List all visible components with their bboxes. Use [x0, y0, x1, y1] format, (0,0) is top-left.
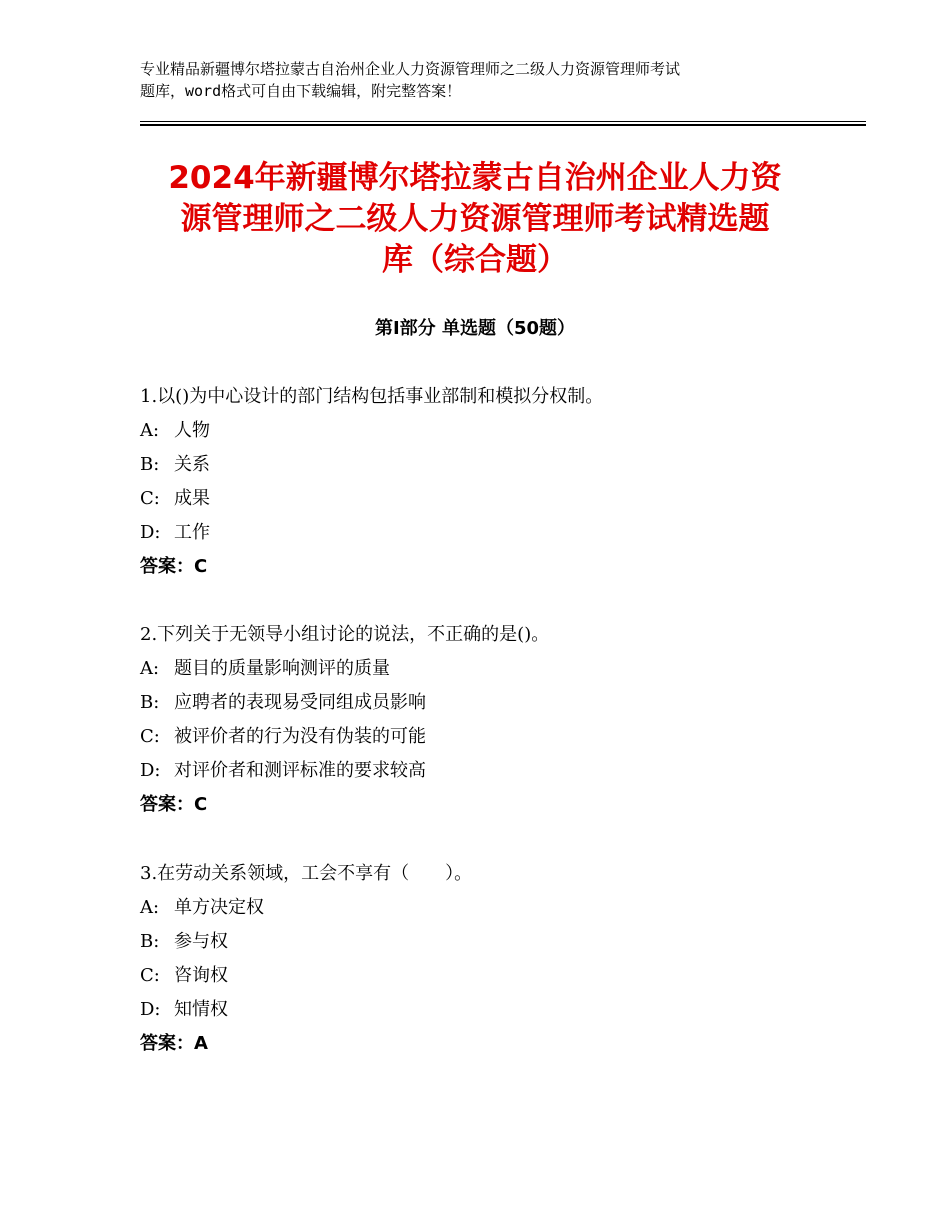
- option-letter: D:: [140, 999, 161, 1020]
- option-text: 知情权: [174, 999, 228, 1020]
- option-text: 对评价者和测评标准的要求较高: [174, 760, 426, 781]
- document-title-line-1: 2024年新疆博尔塔拉蒙古自治州企业人力资: [168, 160, 782, 196]
- answer: 答案：C: [140, 794, 208, 815]
- header-divider-thick-line: [140, 124, 866, 126]
- section-title: 第Ⅰ部分 单选题（50题）: [374, 318, 575, 339]
- option-d: [140, 516, 840, 550]
- option-a: [140, 414, 840, 448]
- question-1: [140, 380, 840, 584]
- answer: 答案：A: [140, 1033, 208, 1054]
- option-letter: B:: [140, 931, 160, 952]
- option-letter: D:: [140, 522, 161, 543]
- option-letter: D:: [140, 760, 161, 781]
- document-title-line-2: 源管理师之二级人力资源管理师考试精选题: [180, 201, 770, 237]
- option-letter: B:: [140, 692, 160, 713]
- option-a: [140, 652, 840, 686]
- option-b: [140, 686, 840, 720]
- header-note-line-1: 专业精品新疆博尔塔拉蒙古自治州企业人力资源管理师之二级人力资源管理师考试: [140, 60, 681, 78]
- option-text: 工作: [174, 522, 210, 543]
- option-c: [140, 482, 840, 516]
- option-text: 应聘者的表现易受同组成员影响: [174, 692, 426, 713]
- header-note-line-2: 题库，word格式可自由下载编辑，附完整答案！: [140, 82, 462, 100]
- option-c: [140, 959, 840, 993]
- option-text: 单方决定权: [174, 897, 264, 918]
- question-stem: 2.下列关于无领导小组讨论的说法，不正确的是()。: [140, 624, 550, 645]
- option-b: [140, 448, 840, 482]
- option-a: [140, 891, 840, 925]
- option-text: 人物: [174, 420, 210, 441]
- option-d: [140, 754, 840, 788]
- option-text: 咨询权: [174, 965, 228, 986]
- option-d: [140, 993, 840, 1027]
- header-divider-thin-line: [140, 121, 866, 122]
- document-title: [120, 158, 830, 281]
- question-3: [140, 857, 840, 1061]
- option-letter: C:: [140, 726, 160, 747]
- option-text: 题目的质量影响测评的质量: [174, 658, 390, 679]
- option-text: 参与权: [174, 931, 228, 952]
- document-title-line-3: 库（综合题）: [382, 242, 568, 278]
- option-text: 被评价者的行为没有伪装的可能: [174, 726, 426, 747]
- option-letter: C:: [140, 488, 160, 509]
- option-text: 关系: [174, 454, 210, 475]
- option-letter: A:: [140, 658, 160, 679]
- option-letter: A:: [140, 897, 160, 918]
- header-divider: [140, 121, 866, 126]
- option-b: [140, 925, 840, 959]
- question-stem: 1.以()为中心设计的部门结构包括事业部制和模拟分权制。: [140, 386, 604, 407]
- option-c: [140, 720, 840, 754]
- question-2: [140, 618, 840, 822]
- option-letter: A:: [140, 420, 160, 441]
- option-letter: B:: [140, 454, 160, 475]
- header-note: [140, 58, 840, 102]
- option-letter: C:: [140, 965, 160, 986]
- option-text: 成果: [174, 488, 210, 509]
- answer: 答案：C: [140, 556, 208, 577]
- question-stem: 3.在劳动关系领域，工会不享有（ ）。: [140, 863, 473, 884]
